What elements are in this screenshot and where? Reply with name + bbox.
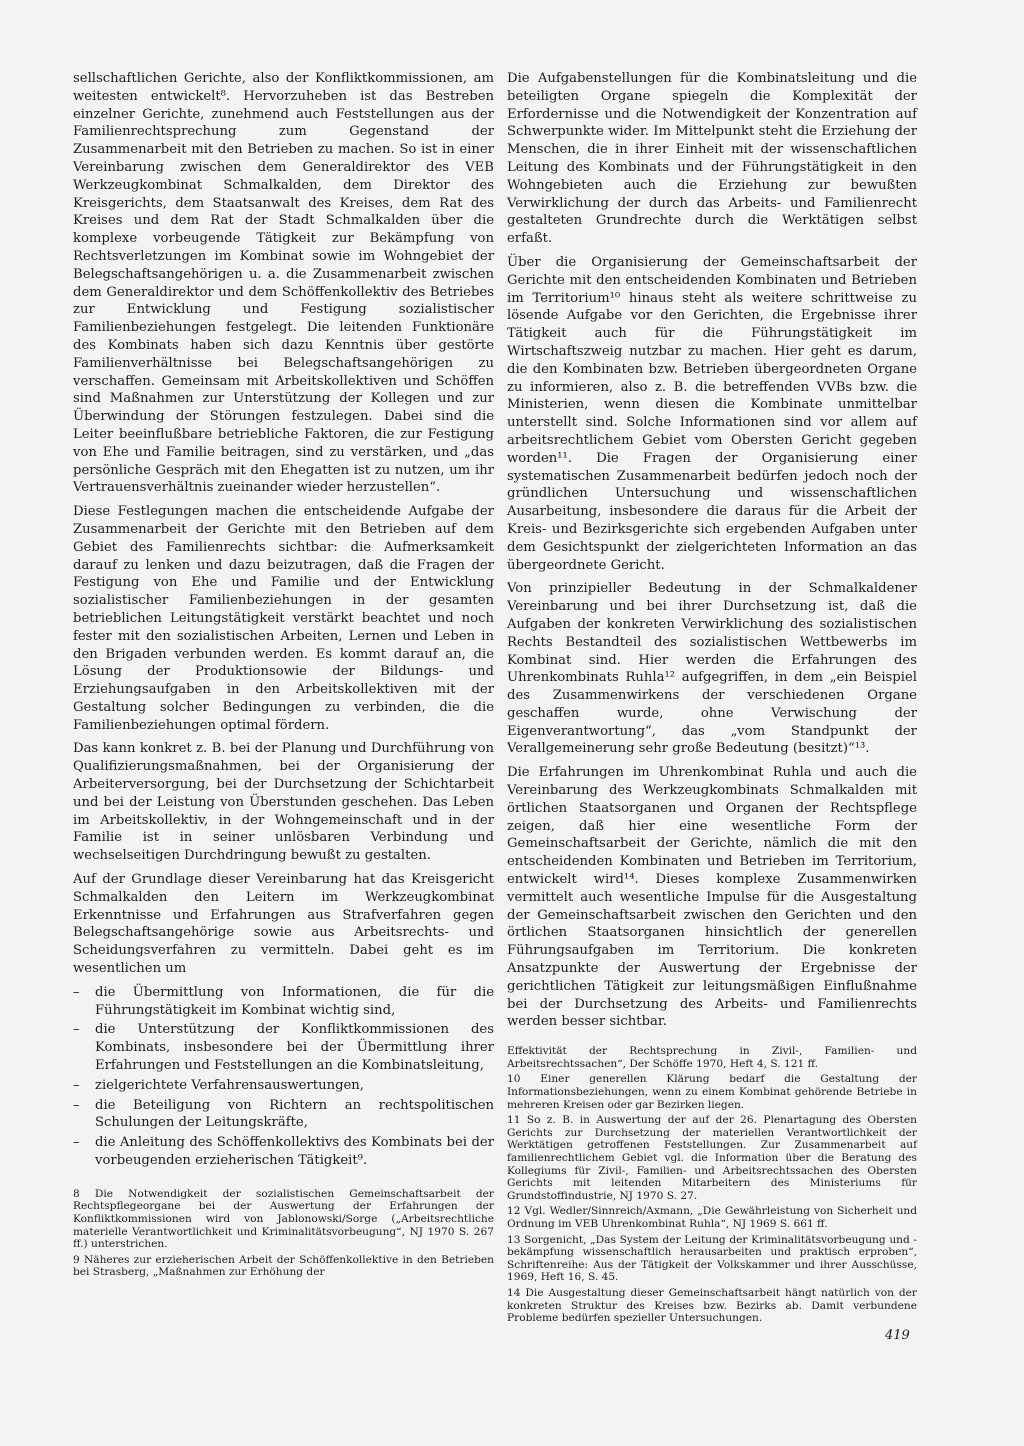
list-item-text: die Übermittlung von Informationen, die für die Führungstätigkeit im Kombinat wichtig sind, bbox=[95, 984, 494, 1018]
dash-bullet: – bbox=[73, 1097, 80, 1113]
list-item bbox=[73, 1134, 494, 1170]
dash-bullet: – bbox=[73, 1022, 80, 1038]
list-item-text: die Anleitung des Schöffenkollektivs des Kombinats bei der vorbeugenden erzieherischen Tätigkeit⁹. bbox=[95, 1135, 494, 1169]
footnotes-left bbox=[73, 1188, 494, 1279]
paragraph: Auf der Grundlage dieser Vereinbarung hat das Kreisgericht Schmalkalden den Leitern im Werkzeugkombinat Erkenntnisse und Erfahrungen aus Strafverfahren gegen Belegschaftsangehörige sowie aus Arbeitsrechts- und Scheidungsverfahren zu vermitteln. Dabei geht es im wesentlichen um bbox=[73, 872, 494, 977]
right-column bbox=[507, 70, 917, 1328]
footnote: 8 Die Notwendigkeit der sozialistischen Gemeinschaftsarbeit der Rechtspflegeorgane bei der Auswertung der Erfahrungen der Konfliktkommissionen wird von Jablonowski/Sorge („Arbeitsrechtliche materielle Verantwortlichkeit und Kriminalitätsvorbeugung“, NJ 1970 S. 267 ff.) unterstrichen. bbox=[73, 1187, 494, 1251]
footnote: 11 So z. B. in Auswertung der auf der 26. Plenartagung des Obersten Gerichts zur Durchsetzung der materiellen Verantwortlichkeit der Werktätigen getroffenen Feststellungen. Zur Zusammenarbeit auf familienrechtlichem Gebiet vgl. die Information über die Beratung des Kollegiums für Zivil-, Familien- und Arbeitsrechtssachen des Obersten Gerichts mit leitenden Mitarbeitern des Ministeriums für Grundstoffindustrie, NJ 1970 S. 27. bbox=[507, 1114, 917, 1202]
list-item bbox=[73, 1021, 494, 1074]
list-item bbox=[73, 1097, 494, 1133]
paragraph: Die Aufgabenstellungen für die Kombinatsleitung und die beteiligten Organe spiegeln die Komplexität der Erfordernisse und die Notwendigkeit der Konzentration auf Schwerpunkte wider. Im Mittelpunkt steht die Erziehung der Menschen, die in ihrer Einheit mit der wissenschaftlichen Leitung des Kombinats und der Führungstätigkeit in den Wohngebieten auch die Erziehung zur bewußten Verwirklichung der durch das Arbeits- und Familienrecht gestalteten Grundrechte durch die Werktätigen selbst erfaßt. bbox=[507, 71, 917, 247]
page-number: 419 bbox=[885, 1328, 910, 1343]
paragraph: Über die Organisierung der Gemeinschaftsarbeit der Gerichte mit den entscheidenden Kombinaten und Betrieben im Territorium¹⁰ hinaus steht als weitere schrittweise zu lösende Aufgabe vor den Gerichten, die Ergebnisse ihrer Tätigkeit auch für die Führungstätigkeit im Wirtschaftszweig nutzbar zu machen. Hier geht es darum, die den Kombinaten bzw. Betrieben übergeordneten Organe zu informieren, also z. B. die betreffenden VVBs bzw. die Ministerien, wenn diesen die Kombinate unmittelbar unterstellt sind. Solche Informationen sind vor allem auf arbeitsrechtlichem Gebiet vom Obersten Gericht gegeben worden¹¹. Die Fragen der Organisierung einer systematischen Zusammenarbeit bedürfen jedoch noch der gründlichen Untersuchung und wissenschaftlichen Ausarbeitung, insbesondere die daraus für die Arbeit der Kreis- und Bezirksgerichte sich ergebenden Aufgaben unter dem Gesichtspunkt der zielgerichteten Information an das übergeordnete Gericht. bbox=[507, 254, 917, 573]
list-item bbox=[73, 984, 494, 1020]
list-item bbox=[73, 1077, 494, 1095]
left-column bbox=[73, 70, 494, 1282]
list-item-text: zielgerichtete Verfahrensauswertungen, bbox=[95, 1077, 364, 1093]
footnote: 14 Die Ausgestaltung dieser Gemeinschaftsarbeit hängt natürlich von der konkreten Struktur des Kreises bzw. Bezirks ab. Damit verbundene Probleme bedürfen spezieller Untersuchungen. bbox=[507, 1286, 917, 1325]
paragraph: Von prinzipieller Bedeutung in der Schmalkaldener Vereinbarung und bei ihrer Durchsetzung ist, daß die Aufgaben der konkreten Verwirklichung des sozialistischen Rechts Bestandteil des sozialistischen Wettbewerbs im Kombinat sind. Hier werden die Erfahrungen des Uhrenkombinats Ruhla¹² aufgegriffen, in dem „ein Beispiel des Zusammenwirkens der verschiedenen Organe geschaffen wurde, ohne Verwischung der Eigenverantwortung“, das „vom Standpunkt der Verallgemeinerung sehr große Bedeutung (besitzt)“¹³. bbox=[507, 581, 917, 757]
dash-bullet: – bbox=[73, 1135, 80, 1151]
footnote: 12 Vgl. Wedler/Sinnreich/Axmann, „Die Gewährleistung von Sicherheit und Ordnung im VEB Uhrenkombinat Ruhla“, NJ 1969 S. 661 ff. bbox=[507, 1205, 917, 1230]
paragraph: Diese Festlegungen machen die entscheidende Aufgabe der Zusammenarbeit der Gerichte mit den Betrieben auf dem Gebiet des Familienrechts sichtbar: die Aufmerksamkeit darauf zu lenken und dazu beizutragen, daß die Fragen der Festigung von Ehe und Familie und der Entwicklung sozialistischer Familienbeziehungen in der gesamten betrieblichen Leitungstätigkeit verstärkt beachtet und noch fester mit den sozialistischen Arbeiten, Lernen und Leben in den Brigaden verbunden werden. Es kommt darauf an, die Lösung der Produktionsowie der Bildungs- und Erziehungsaufgaben in den Arbeitskollektiven mit der Gestaltung solcher Bedingungen zu verbinden, die die Familienbeziehungen optimal fördern. bbox=[73, 504, 494, 733]
footnote: 13 Sorgenicht, „Das System der Leitung der Kriminalitätsvorbeugung und -bekämpfung wissenschaftlich herausarbeiten und praktisch erproben“, Schriftenreihe: Aus der Tätigkeit der Volkskammer und ihrer Ausschüsse, 1969, Heft 16, S. 45. bbox=[507, 1233, 917, 1284]
paragraph: Das kann konkret z. B. bei der Planung und Durchführung von Qualifizierungsmaßnahmen, bei der Organisierung der Arbeiterversorgung, bei der Durchsetzung der Schichtarbeit und bei der Leistung von Überstunden geschehen. Das Leben im Arbeitskollektiv, in der Wohngemeinschaft und in der Familie ist in seiner unlösbaren Verbindung und wechselseitigen Durchdringung bewußt zu gestalten. bbox=[73, 741, 494, 864]
footnote: 10 Einer generellen Klärung bedarf die Gestaltung der Informationsbeziehungen, wenn zu einem Kombinat gehörende Betriebe in mehreren Kreisen oder gar Bezirken liegen. bbox=[507, 1073, 917, 1111]
list-item-text: die Unterstützung der Konfliktkommissionen des Kombinats, insbesondere bei der Übermittlung ihrer Erfahrungen und Feststellungen an die Kombinatsleitung, bbox=[95, 1022, 494, 1074]
paragraph: Die Erfahrungen im Uhrenkombinat Ruhla und auch die Vereinbarung des Werkzeugkombinats Schmalkalden mit örtlichen Staatsorganen und Organen der Rechtspflege zeigen, daß hier eine wesentliche Form der Gemeinschaftsarbeit der Gerichte, nämlich die mit den entscheidenden Kombinaten und Betrieben im Territorium, entwickelt wird¹⁴. Dieses komplexe Zusammenwirken vermittelt auch wesentliche Impulse für die Ausgestaltung der Gemeinschaftsarbeit zwischen den Gerichten und den örtlichen Staatsorganen hinsichtlich der generellen Führungsaufgaben im Territorium. Die konkreten Ansatzpunkte der Auswertung der Ergebnisse der gerichtlichen Tätigkeit zur leitungsmäßigen Einflußnahme bei der Durchsetzung des Arbeits- und Familienrechts werden besser sichtbar. bbox=[507, 765, 917, 1030]
dash-list bbox=[73, 984, 494, 1170]
paragraph: sellschaftlichen Gerichte, also der Konfliktkommissionen, am weitesten entwickelt⁸. Hervorzuheben ist das Bestreben einzelner Gerichte, zunehmend auch Feststellungen aus der Familienrechtsprechung zum Gegenstand der Zusammenarbeit mit den Betrieben zu machen. So ist in einer Vereinbarung zwischen dem Generaldirektor des VEB Werkzeugkombinat Schmalkalden, dem Direktor des Kreisgerichts, dem Staatsanwalt des Kreises, dem Rat des Kreises und dem Rat der Stadt Schmalkalden über die komplexe vorbeugende Tätigkeit zur Bekämpfung von Rechtsverletzungen im Kombinat sowie im Wohngebiet der Belegschaftsangehörigen u. a. die Zusammenarbeit zwischen dem Generaldirektor und dem Schöffenkollektiv des Betriebes zur Entwicklung und Festigung sozialistischer Familienbeziehungen festgelegt. Die leitenden Funktionäre des Kombinats haben sich dazu Kenntnis über gestörte Familienverhältnisse bei Belegschaftsangehörigen zu verschaffen. Gemeinsam mit Arbeitskollektiven und Schöffen sind Maßnahmen zur Unterstützung der Kollegen und zur Überwindung der Störungen festzulegen. Dabei sind die Leiter beeinflußbare betriebliche Faktoren, die zur Festigung von Ehe und Familie beitragen, sind zu verstärken, und „das persönliche Gespräch mit den Ehegatten ist zu nutzen, um ihr Vertrauensverhältnis zueinander wieder herzustellen“. bbox=[73, 71, 494, 496]
dash-bullet: – bbox=[73, 984, 80, 1000]
footnote: 9 Näheres zur erzieherischen Arbeit der Schöffenkollektive in den Betrieben bei Strasberg, „Maßnahmen zur Erhöhung der bbox=[73, 1253, 494, 1279]
dash-bullet: – bbox=[73, 1077, 80, 1093]
footnotes-right bbox=[507, 1045, 917, 1324]
footnote: Effektivität der Rechtsprechung in Zivil-, Familien- und Arbeitsrechtssachen“, Der Schöffe 1970, Heft 4, S. 121 ff. bbox=[507, 1045, 917, 1070]
list-item-text: die Beteiligung von Richtern an rechtspolitischen Schulungen der Leitungskräfte, bbox=[95, 1097, 494, 1131]
